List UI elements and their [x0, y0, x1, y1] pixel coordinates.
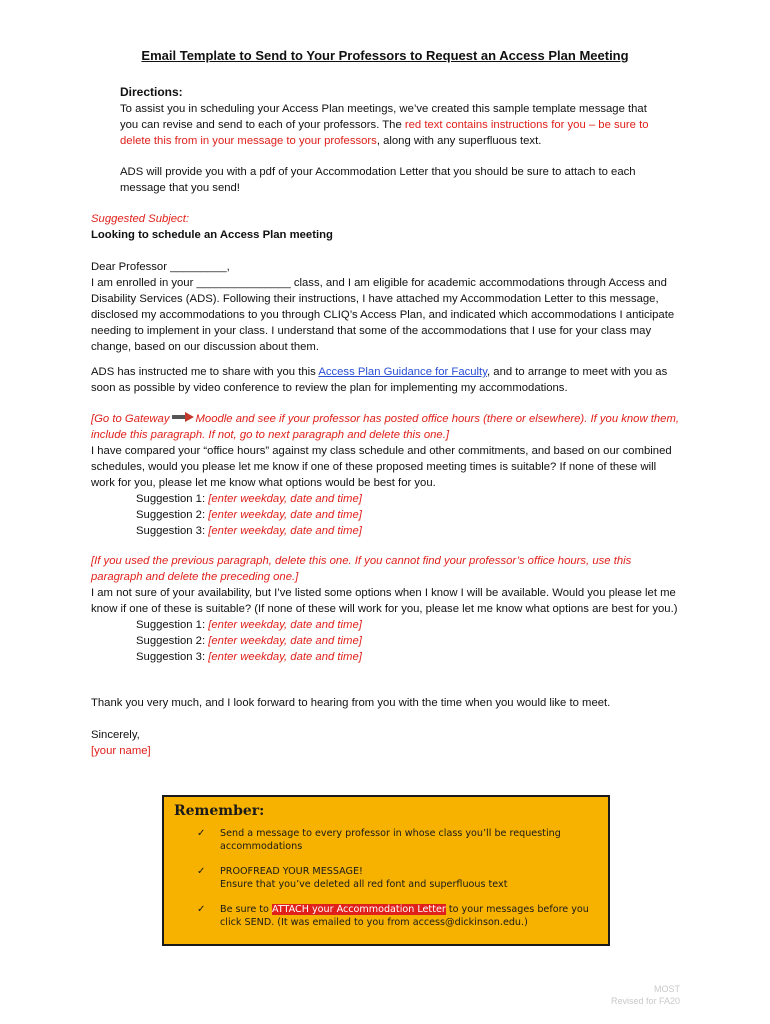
letter-signoff [91, 727, 681, 759]
subject-text: Looking to schedule an Access Plan meeting [91, 229, 333, 241]
checkmark-icon: ✓ [197, 904, 206, 915]
footer-revision: Revised for FA20 [610, 996, 680, 1006]
remember-box [162, 795, 610, 946]
faculty-guidance-link[interactable]: Access Plan Guidance for Faculty [318, 366, 488, 378]
page-title: Email Template to Send to Your Professors to Request an Access Plan Meeting [141, 48, 629, 63]
proofread-detail: Ensure that you’ve deleted all red font and superfluous text [220, 879, 508, 890]
remember-item-text [220, 865, 590, 891]
letter-closing: Sincerely, [91, 729, 140, 741]
office-hours-section [91, 411, 681, 539]
suggestion-label: Suggestion 1: [136, 619, 209, 631]
letter-body-4: I am not sure of your availability, but I’ve listed some options when I know I will be available. Would you please let me know if one of these is suitable? (If none of these will work for you, please let me know what options are best for you.) [91, 587, 678, 615]
footer [611, 983, 680, 1007]
instruction-office-hours-start: [Go to Gateway [91, 413, 170, 425]
letter-name-placeholder: [your name] [91, 745, 151, 757]
remember-title: Remember: [174, 803, 265, 819]
suggestion-list-a [91, 491, 681, 539]
suggestion-placeholder: [enter weekday, date and time] [208, 619, 362, 631]
instruction-office-hours [91, 411, 681, 443]
directions-red-instruction: red text contains instructions for you – be sure to delete this from in your message to your professors [120, 119, 649, 147]
suggestion-label: Suggestion 3: [136, 525, 209, 538]
letter-body-1: I am enrolled in your _______________ class, and I am eligible for academic accommodations through Access and Disability Services (ADS). Following their instructions, I have attached my Accommodation Letter to this message, disclosed my accommodations to you through CLIQ’s Access Plan, and indicated which accommodations I anticipate needing to implement in your class. I understand that some of the accommodations that I use for your class may change, based on our discussion about them. [91, 277, 675, 353]
subject-label: Suggested Subject: [91, 213, 189, 225]
directions-heading: Directions: [120, 85, 183, 99]
letter-body-3: I have compared your “office hours” against my class schedule and other commitments, and based on our combined schedules, would you please let me know if one of these proposed meeting times is suitable? If none of these will work for you, please let me know what options would be best for you. [91, 445, 672, 490]
letter-body-2-text: ADS has instructed me to share with you this [91, 366, 319, 378]
suggestion-list-b [91, 617, 681, 665]
instruction-office-hours-end: Moodle and see if your professor has posted office hours (there or elsewhere). If you know them, include this paragraph. If not, go to next paragraph and delete this one.] [91, 413, 680, 442]
letter-thanks: Thank you very much, and I look forward to hearing from you with the time when you would like to meet. [91, 697, 611, 709]
suggestion-label: Suggestion 3: [136, 651, 209, 663]
suggested-subject [91, 211, 681, 243]
list-item [136, 633, 681, 649]
availability-section [91, 553, 681, 665]
suggestion-label: Suggestion 1: [136, 493, 209, 506]
suggestion-placeholder: [enter weekday, date and time] [208, 635, 362, 647]
checkmark-icon: ✓ [197, 866, 206, 877]
list-item [136, 649, 681, 665]
list-item [136, 617, 681, 633]
list-item [136, 507, 681, 523]
right-arrow-icon [172, 411, 194, 427]
suggestion-placeholder: [enter weekday, date and time] [208, 493, 362, 506]
directions-paragraph-1 [120, 101, 665, 149]
proofread-heading: PROOFREAD YOUR MESSAGE! [220, 866, 363, 877]
instruction-availability: [If you used the previous paragraph, delete this one. If you cannot find your professor’s office hours, use this paragraph and delete the preceding one.] [91, 555, 632, 583]
list-item [136, 491, 681, 507]
letter-greeting: Dear Professor _________, [91, 261, 230, 273]
attach-text-end: to your messages before you click SEND. (It was emailed to you from access@dickinson.edu.) [220, 904, 589, 928]
suggestion-placeholder: [enter weekday, date and time] [208, 651, 362, 663]
remember-item-text [220, 903, 590, 929]
suggestion-label: Suggestion 2: [136, 635, 209, 647]
remember-item-text: Send a message to every professor in whose class you’ll be requesting accommodations [220, 828, 561, 852]
list-item [136, 523, 681, 539]
attach-highlight: ATTACH your Accommodation Letter [271, 904, 446, 915]
letter-body-2 [91, 364, 681, 396]
directions-text: To assist you in scheduling your Access Plan meetings, we’ve created this sample template message that you can revise and send to each of your professors. The [120, 103, 647, 131]
suggestion-placeholder: [enter weekday, date and time] [208, 509, 362, 522]
directions-paragraph-2: ADS will provide you with a pdf of your Accommodation Letter that you should be sure to attach to each message that you send! [120, 166, 636, 194]
suggestion-placeholder: [enter weekday, date and time] [208, 525, 362, 538]
suggestion-label: Suggestion 2: [136, 509, 209, 522]
attach-text: Be sure to [220, 904, 272, 915]
letter-body-2-text-end: , and to arrange to meet with you as soon as possible by video conference to review the plan for implementing my accommodations. [91, 366, 668, 394]
directions-text-end: , along with any superfluous text. [376, 135, 542, 147]
checkmark-icon: ✓ [197, 828, 206, 839]
letter-opening [91, 259, 681, 355]
footer-label: MOST [654, 984, 680, 994]
